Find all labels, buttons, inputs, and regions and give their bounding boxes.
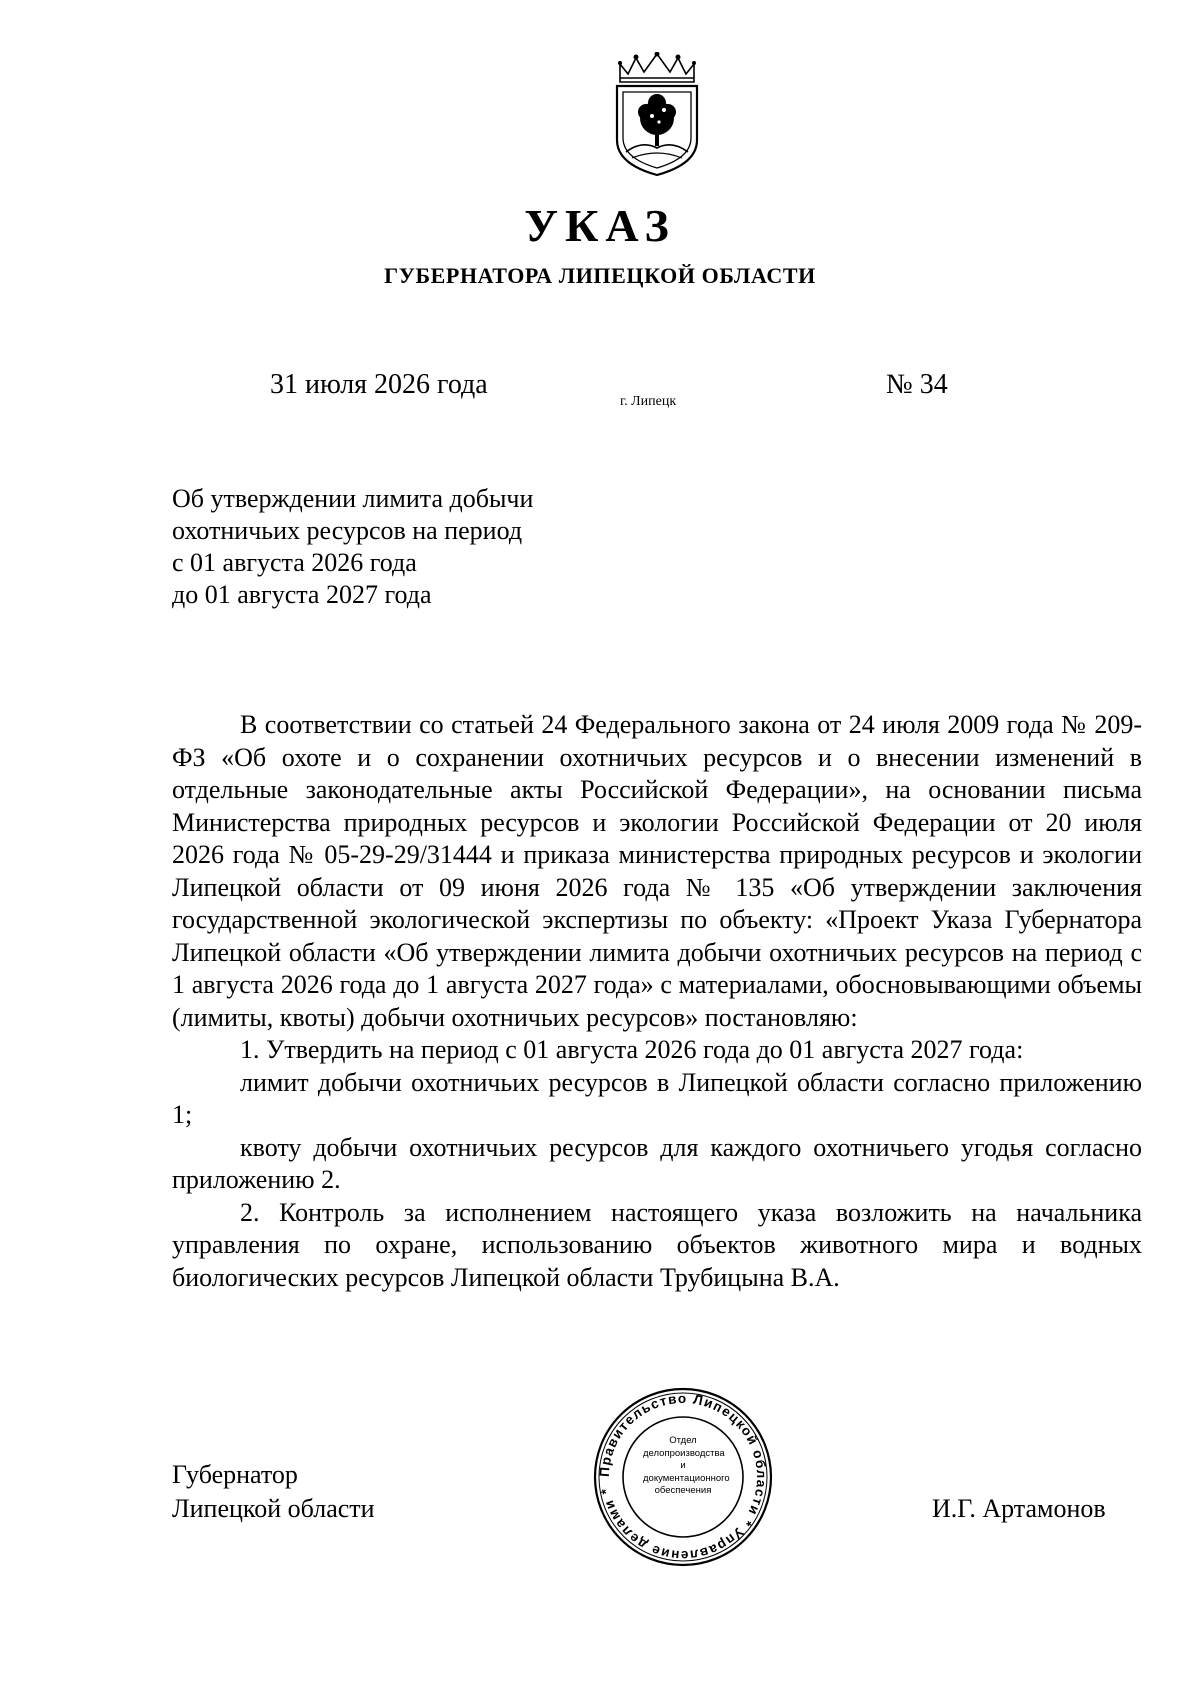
- document-number: № 34: [886, 369, 948, 400]
- stamp-inner-line: обеспечения: [654, 1485, 712, 1496]
- body-paragraph: 2. Контроль за исполнением настоящего указа возложить на начальника управления по охране, использованию объектов животного мира и водных биологических ресурсов Липецкой области Трубицына В.А.: [172, 1197, 1142, 1292]
- stamp-inner-line: документационного: [643, 1472, 730, 1484]
- subject-line: до 01 августа 2027 года: [172, 580, 432, 609]
- document-body: [172, 709, 1142, 1294]
- stamp-inner-line: делопроизводства и: [643, 1447, 725, 1471]
- subject-line: охотничьих ресурсов на период: [172, 516, 523, 545]
- coat-of-arms-icon: [612, 52, 702, 177]
- stamp-inner-line: Отдел: [669, 1435, 697, 1446]
- stamp-inner-text: [643, 1435, 730, 1498]
- document-city: г. Липецк: [620, 394, 677, 409]
- stamp-outer-text: Правительство Липецкой области * Управление делами *: [596, 1390, 770, 1564]
- signer-name: И.Г. Артамонов: [932, 1494, 1106, 1523]
- document-subtitle: ГУБЕРНАТОРА ЛИПЕЦКОЙ ОБЛАСТИ: [384, 263, 816, 288]
- body-paragraph: 1. Утвердить на период с 01 августа 2026 года до 01 августа 2027 года:: [240, 1035, 1024, 1064]
- document-title: УКАЗ: [524, 200, 676, 251]
- signer-position-line: Липецкой области: [172, 1494, 375, 1523]
- signer-position: [172, 1458, 375, 1526]
- document-date: 31 июля 2026 года: [270, 369, 488, 400]
- signer-position-line: Губернатор: [172, 1460, 298, 1489]
- subject-line: Об утверждении лимита добычи: [172, 484, 534, 513]
- body-paragraph: В соответствии со статьей 24 Федерального закона от 24 июля 2009 года № 209-ФЗ «Об охоте и о сохранении охотничьих ресурсов и о внесении изменений в отдельные законодательные акты Российской Федерации», на основании письма Министерства природных ресурсов и экологии Российской Федерации от 20 июля 2026 года № 05-29-29/31444 и приказа министерства природных ресурсов и экологии Липецкой области от 09 июня 2026 года № 135 «Об утверждении заключения государственной экологической экспертизы по объекту: «Проект Указа Губернатора Липецкой области «Об утверждении лимита добычи охотничьих ресурсов на период с 1 августа 2026 года до 1 августа 2027 года» с материалами, обосновывающими объемы (лимиты, квоты) добычи охотничьих ресурсов» постановляю:: [172, 710, 1142, 1032]
- body-paragraph: квоту добычи охотничьих ресурсов для каждого охотничьего угодья согласно приложению 2.: [172, 1132, 1142, 1194]
- document-subject: [172, 483, 533, 611]
- body-paragraph: лимит добычи охотничьих ресурсов в Липецкой области согласно приложению 1;: [172, 1067, 1142, 1129]
- subject-line: с 01 августа 2026 года: [172, 548, 417, 577]
